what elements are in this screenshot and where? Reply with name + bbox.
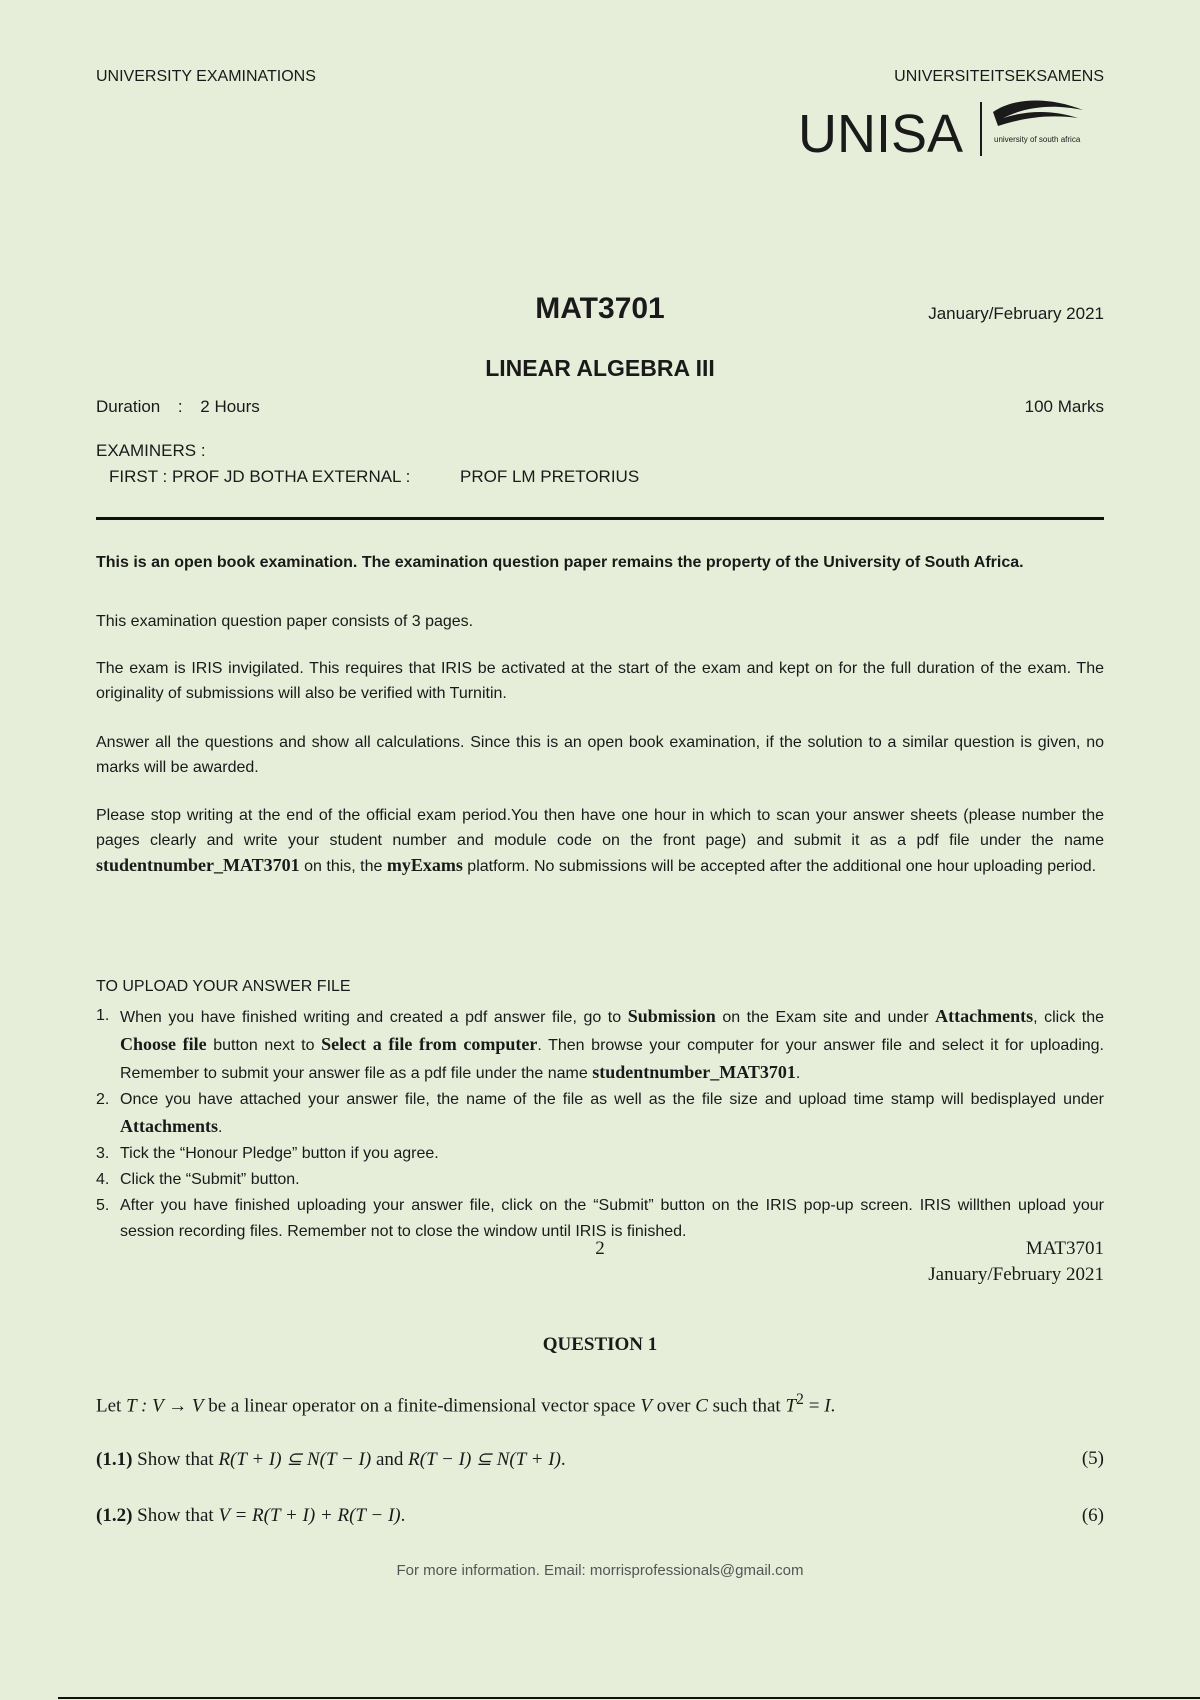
upload-step <box>96 1087 1104 1141</box>
subquestion-math: R(T + I) ⊆ N(T − I) <box>218 1449 372 1470</box>
step-emphasis: Attachments <box>120 1116 218 1136</box>
open-book-notice: This is an open book examination. The examination question paper remains the property of the University of South Africa. <box>96 554 1024 571</box>
duration-label: Duration <box>96 397 161 416</box>
upload-step <box>96 1167 1104 1193</box>
step-number: 1. <box>96 1007 110 1024</box>
upload-steps <box>96 1003 1104 1245</box>
logo-subtext: university of south africa <box>994 135 1081 144</box>
exam-date: January/February 2021 <box>928 304 1104 323</box>
step-text: After you have finished uploading your answer file, click on the “Submit” button on the IRIS pop-up screen. IRIS willthen upload your session recording files. Remember not to close the window until IRIS is finished. <box>120 1197 1104 1240</box>
question-intro <box>96 1391 835 1417</box>
step-text: . <box>795 1065 801 1082</box>
duration-separator: : <box>177 397 183 416</box>
upload-step <box>96 1003 1104 1087</box>
logo-wordmark: UNISA <box>798 104 964 164</box>
intro-math: I <box>824 1395 831 1417</box>
subquestion-math: V = R(T + I) + R(T − I) <box>218 1505 401 1526</box>
logo-feather-icon <box>993 100 1083 126</box>
step-emphasis: Choose file <box>120 1034 207 1054</box>
intro-text: . <box>830 1395 836 1417</box>
step-emphasis: Select a file from computer <box>321 1034 538 1054</box>
course-title: LINEAR ALGEBRA III <box>485 355 715 381</box>
header-divider <box>96 517 1104 520</box>
iris-notice: The exam is IRIS invigilated. This requires that IRIS be activated at the start of the exam and kept on for the full duration of the exam. The originality of submissions will also be verified with Turnitin. <box>96 660 1104 702</box>
subquestion-text: Show that <box>132 1505 219 1526</box>
examiners-first: FIRST : PROF JD BOTHA EXTERNAL : <box>109 467 411 486</box>
subquestion-1-2 <box>96 1505 405 1527</box>
question-title: QUESTION 1 <box>542 1334 658 1355</box>
subquestion-label: (1.2) <box>96 1505 133 1526</box>
page-count-notice: This examination question paper consists of 3 pages. <box>96 613 474 630</box>
intro-math: V <box>640 1395 652 1417</box>
step-text: . <box>217 1119 223 1136</box>
step-text: on the Exam site and under <box>715 1009 936 1026</box>
step-text: , click the <box>1033 1009 1104 1026</box>
intro-math: T : V → V <box>126 1395 204 1417</box>
submission-notice <box>96 803 1104 879</box>
step-emphasis: Submission <box>627 1006 716 1026</box>
intro-exponent: 2 <box>796 1391 804 1408</box>
step-text: Tick the “Honour Pledge” button if you agree. <box>120 1145 439 1162</box>
step-text: . Then browse your computer for your answer file and select it for uploading. Remember to submit your answer file as a pdf file under the name <box>120 1037 1104 1082</box>
intro-text: = <box>803 1395 825 1417</box>
step-text: Click the “Submit” button. <box>120 1171 300 1188</box>
step-number: 2. <box>96 1091 110 1108</box>
submission-filename: studentnumber_MAT3701 <box>96 855 300 875</box>
bottom-divider <box>58 1697 1200 1699</box>
step-emphasis: studentnumber_MAT3701 <box>592 1062 796 1082</box>
subquestion-1-1-marks: (5) <box>1081 1448 1104 1469</box>
submission-text-3: platform. No submissions will be accepted after the additional one hour uploading period. <box>462 858 1097 875</box>
intro-math: C <box>695 1395 708 1417</box>
submission-platform: myExams <box>386 855 463 875</box>
examiners-label: EXAMINERS : <box>96 441 206 460</box>
intro-text: such that <box>707 1395 786 1417</box>
footer-contact: For more information. Email: morrisprofessionals@gmail.com <box>396 1562 804 1579</box>
course-code: MAT3701 <box>535 292 665 325</box>
subquestion-text: . <box>560 1449 566 1470</box>
duration-value: 2 Hours <box>200 397 260 416</box>
step-number: 4. <box>96 1171 110 1188</box>
header-left: UNIVERSITY EXAMINATIONS <box>96 68 316 85</box>
header-right: UNIVERSITEITSEKSAMENS <box>894 68 1104 85</box>
upload-title: TO UPLOAD YOUR ANSWER FILE <box>96 978 351 995</box>
running-header-code: MAT3701 <box>1025 1238 1104 1259</box>
subquestion-text: . <box>400 1505 406 1526</box>
step-text: When you have finished writing and created a pdf answer file, go to <box>120 1009 628 1026</box>
subquestion-text: and <box>371 1449 409 1470</box>
subquestion-text: Show that <box>132 1449 219 1470</box>
running-header-date: January/February 2021 <box>928 1264 1104 1285</box>
duration <box>96 397 260 417</box>
examiners-external: PROF LM PRETORIUS <box>460 467 640 486</box>
subquestion-1-1 <box>96 1448 566 1471</box>
answer-all-notice: Answer all the questions and show all calculations. Since this is an open book examination, if the solution to a similar question is given, no marks will be awarded. <box>96 734 1104 776</box>
submission-text-2: on this, the <box>299 858 387 875</box>
subquestion-math: R(T − I) ⊆ N(T + I) <box>408 1449 561 1470</box>
step-text: button next to <box>206 1037 322 1054</box>
unisa-logo <box>798 98 1088 164</box>
intro-text: be a linear operator on a finite-dimensional vector space <box>203 1395 641 1417</box>
step-number: 5. <box>96 1197 110 1214</box>
step-text: Once you have attached your answer file, the name of the file as well as the file size and upload time stamp will bedisplayed under <box>120 1091 1104 1108</box>
submission-text-1: Please stop writing at the end of the official exam period.You then have one hour in which to scan your answer sheets (please number the pages clearly and write your student number and module code on the front page) and submit it as a pdf file under the name <box>96 807 1104 849</box>
intro-text: Let <box>96 1395 127 1417</box>
intro-text: over <box>651 1395 696 1417</box>
subquestion-label: (1.1) <box>96 1449 133 1470</box>
upload-step <box>96 1141 1104 1167</box>
total-marks: 100 Marks <box>1024 397 1104 416</box>
subquestion-1-2-marks: (6) <box>1081 1505 1104 1526</box>
step-emphasis: Attachments <box>935 1006 1034 1026</box>
step-number: 3. <box>96 1145 110 1162</box>
page-number: 2 <box>595 1238 605 1259</box>
intro-math: T <box>785 1395 797 1417</box>
